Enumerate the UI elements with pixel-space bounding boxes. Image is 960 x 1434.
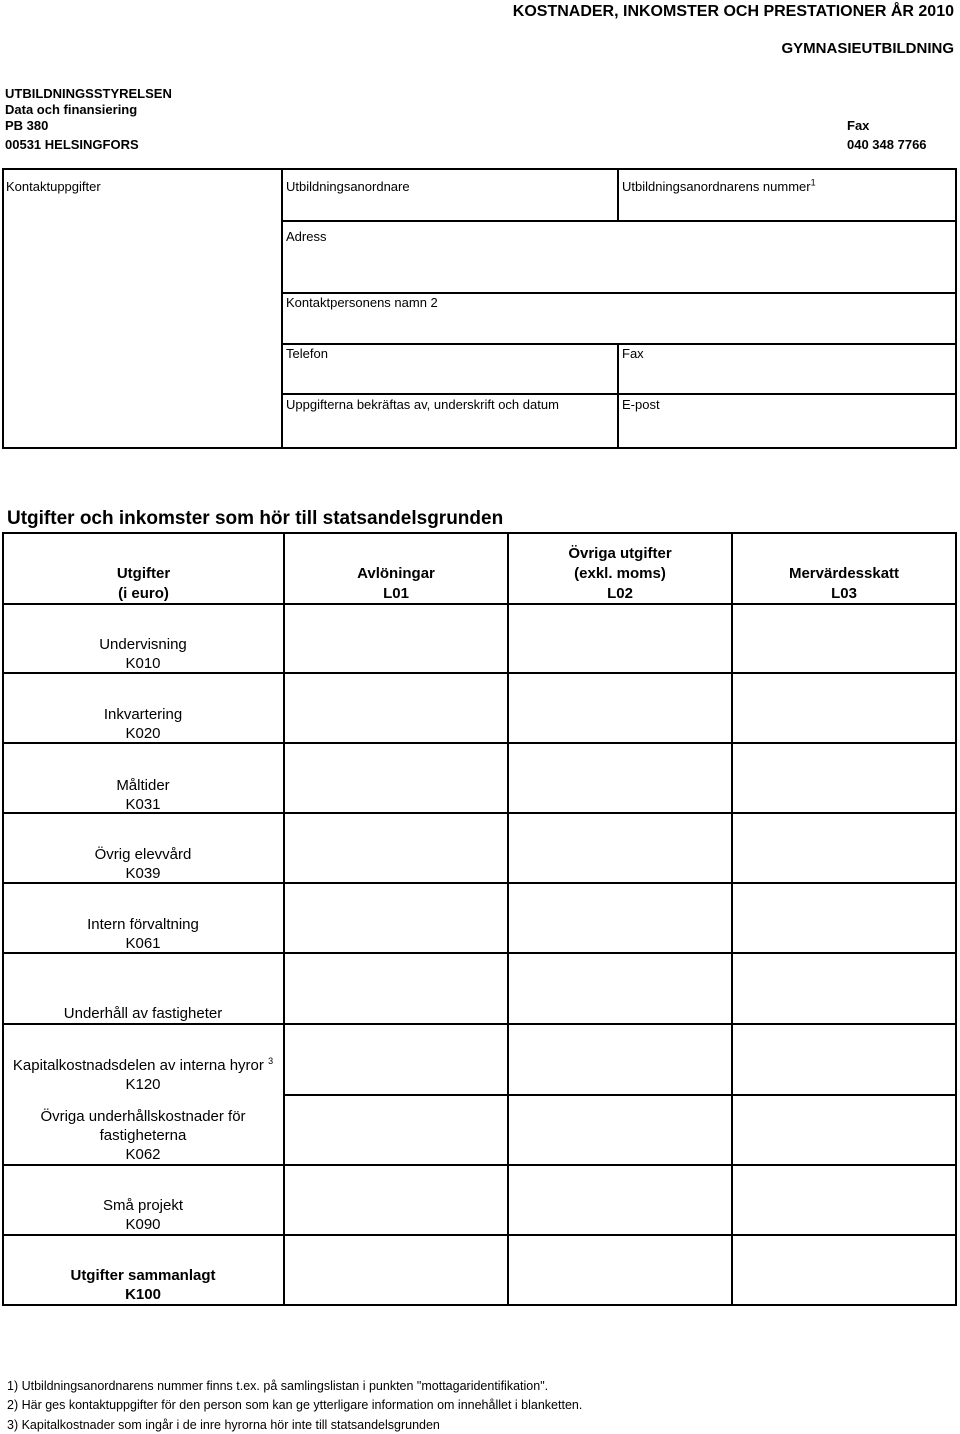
- table-cell-row4-l02[interactable]: [509, 884, 731, 952]
- fax-label: Fax: [622, 346, 644, 361]
- table-cell-row1-l03[interactable]: [733, 674, 955, 742]
- footnote-3: 3) Kapitalkostnader som ingår i de inre hyrorna hör inte till statsandelsgrunden: [7, 1418, 440, 1432]
- table-cell-row2-l01[interactable]: [285, 744, 507, 812]
- table-cell-row4-l03[interactable]: [733, 884, 955, 952]
- table-cell-row4-l01[interactable]: [285, 884, 507, 952]
- footnote-ref-1: 1: [810, 177, 816, 188]
- row-label-small-projects: Små projekt K090: [102, 1197, 184, 1233]
- col-header-other-expenses: Övriga utgifter (exkl. moms) L02: [568, 545, 672, 602]
- row-label-teaching: Undervisning K010: [99, 636, 187, 672]
- table-cell-row3-l03[interactable]: [733, 814, 955, 882]
- table-cell-row7-l01[interactable]: [285, 1096, 507, 1164]
- sender-box: PB 380: [5, 118, 49, 133]
- provider-number-label: Utbildningsanordnarens nummer$^1$: [622, 177, 816, 194]
- phone-label: Telefon: [286, 346, 328, 361]
- table-cell-row8-l03[interactable]: [733, 1166, 955, 1234]
- row-label-capital-costs: Kapitalkostnadsdelen av interna hyror $^3$ K120: [12, 1056, 274, 1093]
- form-subtitle: GYMNASIEUTBILDNING: [781, 40, 954, 57]
- fax-field[interactable]: [620, 365, 953, 391]
- row-label-property-maintenance: Underhåll av fastigheter: [63, 1005, 223, 1022]
- table-cell-row3-l02[interactable]: [509, 814, 731, 882]
- rule: [617, 168, 619, 222]
- table-cell-row9-l01[interactable]: [285, 1236, 507, 1304]
- footnote-2: 2) Här ges kontaktuppgifter för den person som kan ge ytterligare information om innehållet i blanketten.: [7, 1398, 583, 1412]
- table-cell-row1-l02[interactable]: [509, 674, 731, 742]
- row-label-student-welfare: Övrig elevvård K039: [94, 846, 192, 882]
- table-cell-row0-l01[interactable]: [285, 605, 507, 672]
- rule: [281, 168, 283, 449]
- email-field[interactable]: [620, 416, 953, 445]
- signature-field[interactable]: [284, 416, 615, 445]
- row-label-meals: Måltider K031: [116, 777, 170, 813]
- provider-field[interactable]: [284, 196, 615, 218]
- rule: [281, 292, 957, 294]
- table-cell-row9-l02[interactable]: [509, 1236, 731, 1304]
- footnote-1: 1) Utbildningsanordnarens nummer finns t.ex. på samlingslistan i punkten "mottagaridentifikation".: [7, 1379, 549, 1393]
- rule: [281, 393, 957, 395]
- section-title: Utgifter och inkomster som hör till statsandelsgrunden: [7, 508, 504, 529]
- sender-fax-label: Fax: [847, 118, 870, 133]
- rule: [955, 532, 957, 1305]
- rule: [955, 168, 957, 449]
- provider-number-field[interactable]: [620, 196, 953, 218]
- contact-section-label: Kontaktuppgifter: [6, 179, 101, 194]
- contact-person-label: Kontaktpersonens namn 2: [286, 295, 438, 310]
- table-cell-row8-l01[interactable]: [285, 1166, 507, 1234]
- row-label-accommodation: Inkvartering K020: [103, 706, 183, 742]
- sender-org: UTBILDNINGSSTYRELSEN: [5, 86, 172, 101]
- provider-label: Utbildningsanordnare: [286, 179, 410, 194]
- col-header-vat: Mervärdesskatt L03: [788, 565, 900, 602]
- footnote-ref-3: 3: [268, 1056, 274, 1066]
- table-cell-row9-l03[interactable]: [733, 1236, 955, 1304]
- rule: [2, 532, 957, 534]
- table-cell-row1-l01[interactable]: [285, 674, 507, 742]
- sender-dept: Data och finansiering: [5, 102, 138, 117]
- row-label-internal-admin: Intern förvaltning K061: [87, 916, 199, 952]
- rule: [2, 168, 4, 449]
- confirm-label: Uppgifterna bekräftas av, underskrift och datum: [286, 397, 559, 412]
- email-label: E-post: [622, 397, 660, 412]
- sender-city: 00531 HELSINGFORS: [5, 137, 139, 152]
- table-cell-row7-l03[interactable]: [733, 1096, 955, 1164]
- rule: [2, 1304, 957, 1306]
- table-cell-row2-l03[interactable]: [733, 744, 955, 812]
- address-label: Adress: [286, 229, 327, 244]
- table-cell-row2-l02[interactable]: [509, 744, 731, 812]
- rule: [2, 168, 957, 170]
- rule: [617, 343, 619, 449]
- row-label-other-maintenance: Övriga underhållskostnader för fastigheterna K062: [40, 1108, 246, 1163]
- contact-person-field[interactable]: [284, 315, 953, 341]
- rule: [281, 343, 957, 345]
- table-cell-row6-l02[interactable]: [509, 954, 731, 1094]
- table-cell-row0-l03[interactable]: [733, 605, 955, 672]
- table-cell-row7-l02[interactable]: [509, 1096, 731, 1164]
- col-header-salaries: Avlöningar L01: [357, 565, 435, 602]
- table-cell-row6-l01[interactable]: [285, 954, 507, 1094]
- table-cell-row6-l03[interactable]: [733, 954, 955, 1094]
- col-header-expenses: Utgifter (i euro): [116, 565, 171, 602]
- table-cell-row0-l02[interactable]: [509, 605, 731, 672]
- rule: [2, 447, 957, 449]
- form-title: KOSTNADER, INKOMSTER OCH PRESTATIONER ÅR 2010: [512, 3, 954, 20]
- table-cell-row3-l01[interactable]: [285, 814, 507, 882]
- rule: [281, 220, 957, 222]
- sender-fax-number: 040 348 7766: [847, 137, 927, 152]
- phone-field[interactable]: [284, 365, 615, 391]
- row-label-total: Utgifter sammanlagt K100: [70, 1267, 216, 1303]
- address-field[interactable]: [284, 248, 953, 290]
- table-cell-row8-l02[interactable]: [509, 1166, 731, 1234]
